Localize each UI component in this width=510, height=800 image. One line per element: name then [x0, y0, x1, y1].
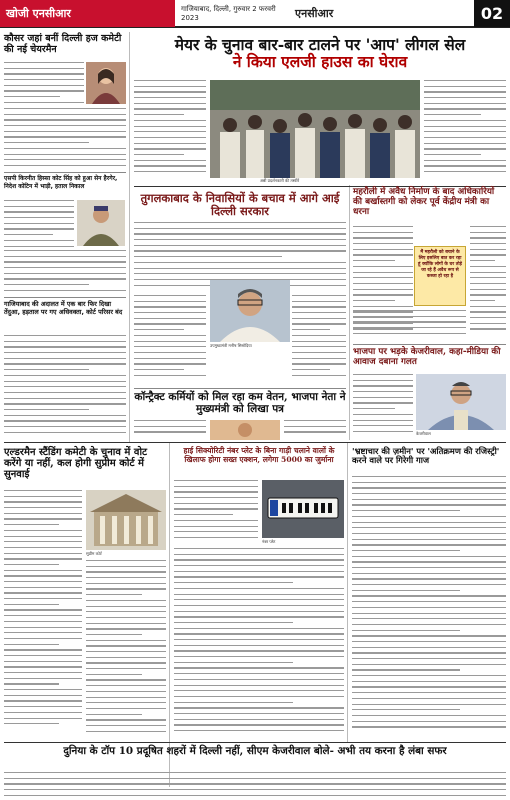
divider	[353, 344, 506, 345]
plate-caption: नंबर प्लेट	[262, 539, 276, 544]
headline-mehrauli: महरौली में अवैध निर्माण के बाद अधिकारियों की बर्खास्तगी को लेकर पूर्व केंद्रीय मंत्री का धरना	[353, 187, 495, 217]
bjp-leader-photo	[210, 420, 280, 440]
divider	[134, 388, 346, 389]
divider	[4, 742, 506, 743]
paper-name: खोजी एनसीआर	[0, 0, 175, 27]
headline-kejriwal-media: भाजपा पर भड़के केजरीवाल, कहा-मीडिया की आवाज दबाना गलत	[353, 347, 501, 367]
protest-photo	[210, 80, 420, 178]
article-text	[353, 374, 413, 440]
article-text	[352, 476, 506, 738]
police-officer-photo	[77, 200, 125, 246]
article-text	[134, 80, 206, 182]
article-text	[4, 200, 74, 248]
article-text	[284, 420, 346, 440]
number-plate-photo	[262, 480, 344, 538]
article-text	[134, 295, 206, 385]
kejriwal-caption: केजरीवाल	[416, 431, 431, 436]
article-text	[174, 480, 258, 540]
article-text	[134, 420, 206, 440]
supreme-court-photo	[86, 490, 166, 550]
headline-aldermen: एल्डरमैन स्टैंडिंग कमेटी के चुनाव में वोट करेंगे या नहीं, कल होगी सुप्रीम कोर्ट में सुनवाई	[4, 447, 148, 481]
sisodia-photo	[210, 280, 290, 342]
headline-tughlakabad: तुगलकाबाद के निवासियों के बचाव में आगे आई दिल्ली सरकार	[140, 191, 340, 218]
article-text	[4, 335, 126, 440]
headline-sp: एसपी किरनीत हिस्सा कोट सिंह को हुआ सेन हैरगेर, निदेश कोटिन में भाड़ी, हताल निकाल	[4, 175, 118, 190]
headline-line-2: ने किया एलजी हाउस का घेराव	[232, 52, 408, 72]
column-rule	[347, 442, 348, 742]
article-text	[4, 250, 126, 294]
article-text	[4, 772, 506, 798]
article-text	[470, 226, 506, 338]
kejriwal-photo	[416, 374, 506, 430]
article-text	[424, 80, 506, 182]
article-text	[4, 62, 84, 106]
article-text	[4, 108, 126, 170]
headline-pollution: दुनिया के टॉप 10 प्रदूषित शहरों में दिल्ली नहीं, सीएम केजरीवाल बोले- अभी तय करना है लंबा सफर	[63, 745, 447, 757]
headline-encroachment: 'भ्रष्टाचार की ज़मीन' पर 'अतिक्रमण की रजिस्ट्री' करने वाले पर गिरेगी गाज	[352, 446, 500, 466]
sisodia-caption: उपमुख्यमंत्री मनीष सिसोदिया	[210, 343, 252, 348]
article-text	[86, 560, 166, 740]
headline-contract-workers: कॉन्ट्रैक्ट कर्मियों को मिल रहा कम वेतन, भाजपा नेता ने मुख्यमंत्री को लिखा पत्र	[134, 391, 346, 415]
page-number: 02	[474, 0, 510, 27]
kausar-photo	[86, 62, 126, 104]
column-rule	[169, 442, 170, 787]
headline-leopard: गाजियाबाद की अदालत में एक बार फिर दिखा तेंदुआ, हड़ताल पर गए अधिवक्ता, कोर्ट परिसर बंद	[4, 300, 123, 316]
article-text	[174, 548, 344, 738]
article-text	[4, 490, 82, 740]
protest-caption: अन्नी प्रदर्शनकारी की तस्वीरें	[260, 178, 300, 183]
column-rule	[129, 32, 130, 442]
pull-quote: मैं महरौली को बचाने के लिए इसलिए बात कर रहा हूं क्योंकि लोगों के घर तोड़े जा रहे हैं अवैध रूप से कब्जा हो रहा है	[414, 246, 466, 306]
divider	[4, 172, 126, 173]
date-line: गाजियाबाद, दिल्ली, गुरुवार 2 फरवरी 2023	[181, 4, 276, 22]
headline-line-1: मेयर के चुनाव बार-बार टालने पर 'आप' लीगल सेल	[174, 35, 466, 54]
headline-hajj-committee: कौसर जहां बनीं दिल्ली हज कमेटी की नई चेयरमैन	[4, 33, 122, 55]
article-text	[353, 310, 466, 340]
masthead	[0, 0, 510, 28]
column-rule	[349, 185, 350, 440]
article-text	[292, 295, 346, 385]
divider	[4, 442, 506, 443]
divider	[4, 297, 126, 298]
headline-number-plate: हाई सिक्योरिटी नंबर प्लेट के बिना गाड़ी चलाने वालों के खिलाफ होगा सख्त एक्शन, लगेगा 5000 का जुर्माना	[183, 446, 335, 464]
court-caption: सुप्रीम कोर्ट	[86, 551, 102, 556]
headline-mayor-election	[134, 36, 506, 71]
section-name: एनसीआर	[295, 6, 334, 20]
